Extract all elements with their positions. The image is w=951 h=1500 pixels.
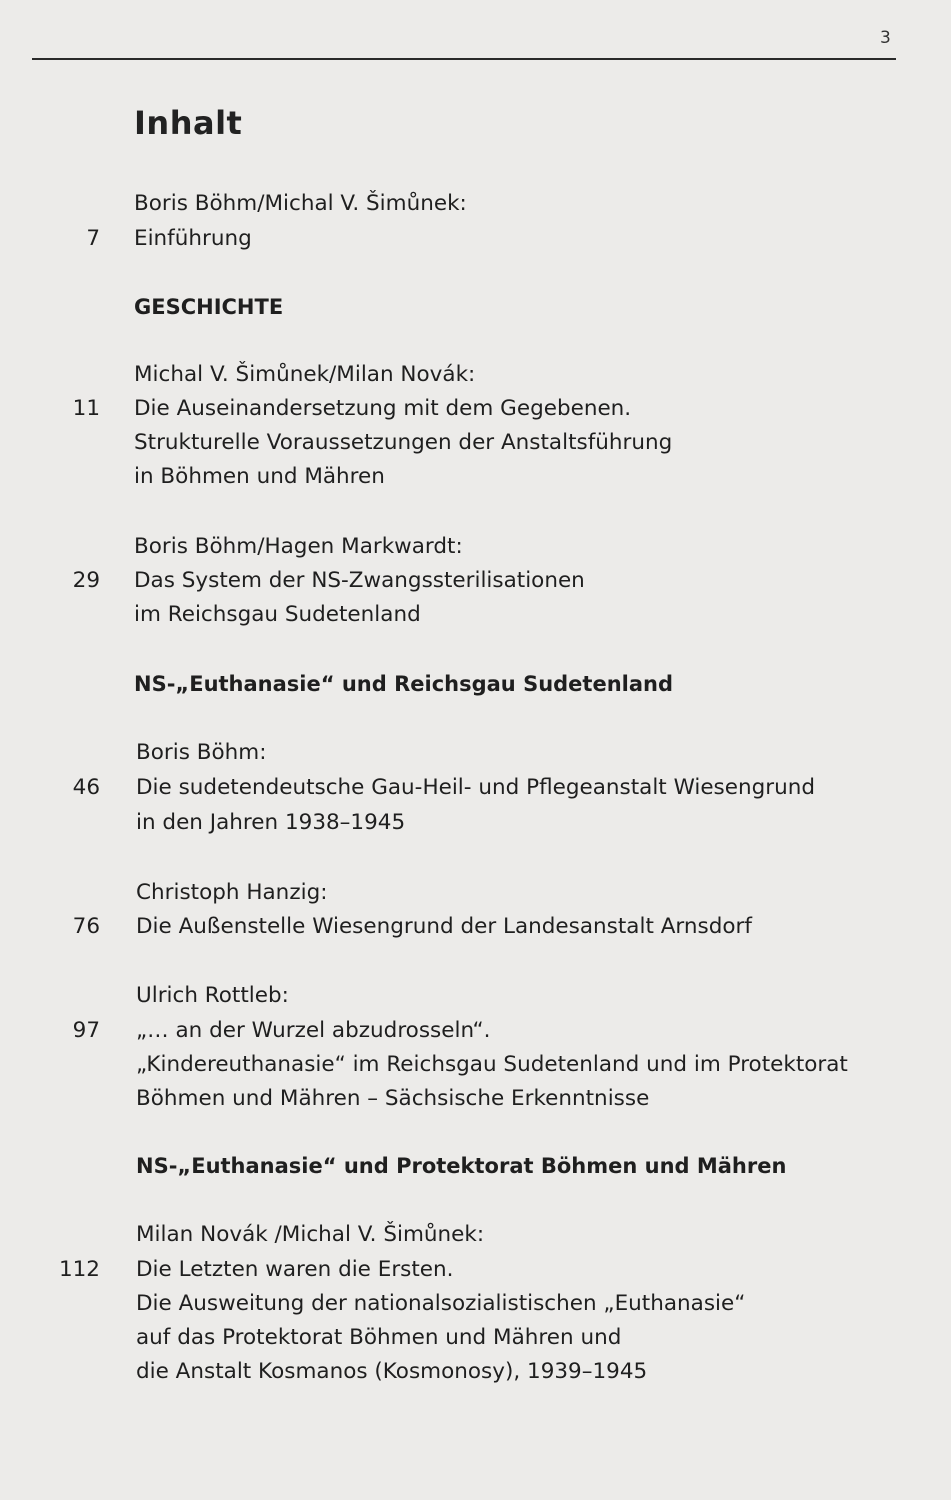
section-heading: NS-„Euthanasie“ und Protektorat Böhmen und Mähren (136, 1154, 787, 1178)
entry-title-line: im Reichsgau Sudetenland (134, 602, 421, 627)
entry-title-line: die Anstalt Kosmanos (Kosmonosy), 1939–1945 (136, 1359, 648, 1384)
page-number: 3 (880, 28, 891, 48)
entry-title-line: Strukturelle Voraussetzungen der Anstaltsführung (134, 430, 673, 455)
entry-title-line: Böhmen und Mähren – Sächsische Erkenntnisse (136, 1086, 650, 1111)
page-title: Inhalt (134, 104, 243, 142)
entry-page-number: 7 (86, 226, 100, 251)
entry-authors: Boris Böhm/Michal V. Šimůnek: (134, 191, 467, 216)
entry-title-line: Die Auseinandersetzung mit dem Gegebenen. (134, 396, 632, 421)
entry-authors: Boris Böhm/Hagen Markwardt: (134, 534, 463, 559)
header-rule (32, 58, 896, 60)
entry-authors: Boris Böhm: (136, 740, 267, 765)
entry-authors: Michal V. Šimůnek/Milan Novák: (134, 362, 476, 387)
entry-title-line: auf das Protektorat Böhmen und Mähren und (136, 1325, 622, 1350)
entry-authors: Christoph Hanzig: (136, 880, 328, 905)
entry-page-number: 46 (72, 775, 100, 800)
entry-title-line: Die sudetendeutsche Gau-Heil- und Pflegeanstalt Wiesengrund (136, 775, 815, 800)
entry-title-line: in den Jahren 1938–1945 (136, 810, 406, 835)
entry-title-line: Die Ausweitung der nationalsozialistischen „Euthanasie“ (136, 1291, 746, 1316)
section-heading: GESCHICHTE (134, 295, 284, 319)
entry-authors: Milan Novák /Michal V. Šimůnek: (136, 1222, 485, 1247)
section-heading: NS-„Euthanasie“ und Reichsgau Sudetenland (134, 672, 673, 696)
entry-page-number: 112 (58, 1257, 100, 1282)
entry-title-line: Das System der NS-Zwangssterilisationen (134, 568, 585, 593)
entry-page-number: 97 (72, 1018, 100, 1043)
entry-authors: Ulrich Rottleb: (136, 983, 289, 1008)
entry-title-line: „Kindereuthanasie“ im Reichsgau Sudetenland und im Protektorat (136, 1052, 848, 1077)
entry-page-number: 76 (72, 914, 100, 939)
entry-page-number: 11 (72, 396, 100, 421)
entry-title-line: Die Letzten waren die Ersten. (136, 1257, 454, 1282)
entry-title-line: Einführung (134, 226, 252, 251)
entry-title-line: in Böhmen und Mähren (134, 464, 385, 489)
entry-title-line: „… an der Wurzel abzudrosseln“. (136, 1018, 491, 1043)
entry-title-line: Die Außenstelle Wiesengrund der Landesanstalt Arnsdorf (136, 914, 752, 939)
entry-page-number: 29 (72, 568, 100, 593)
